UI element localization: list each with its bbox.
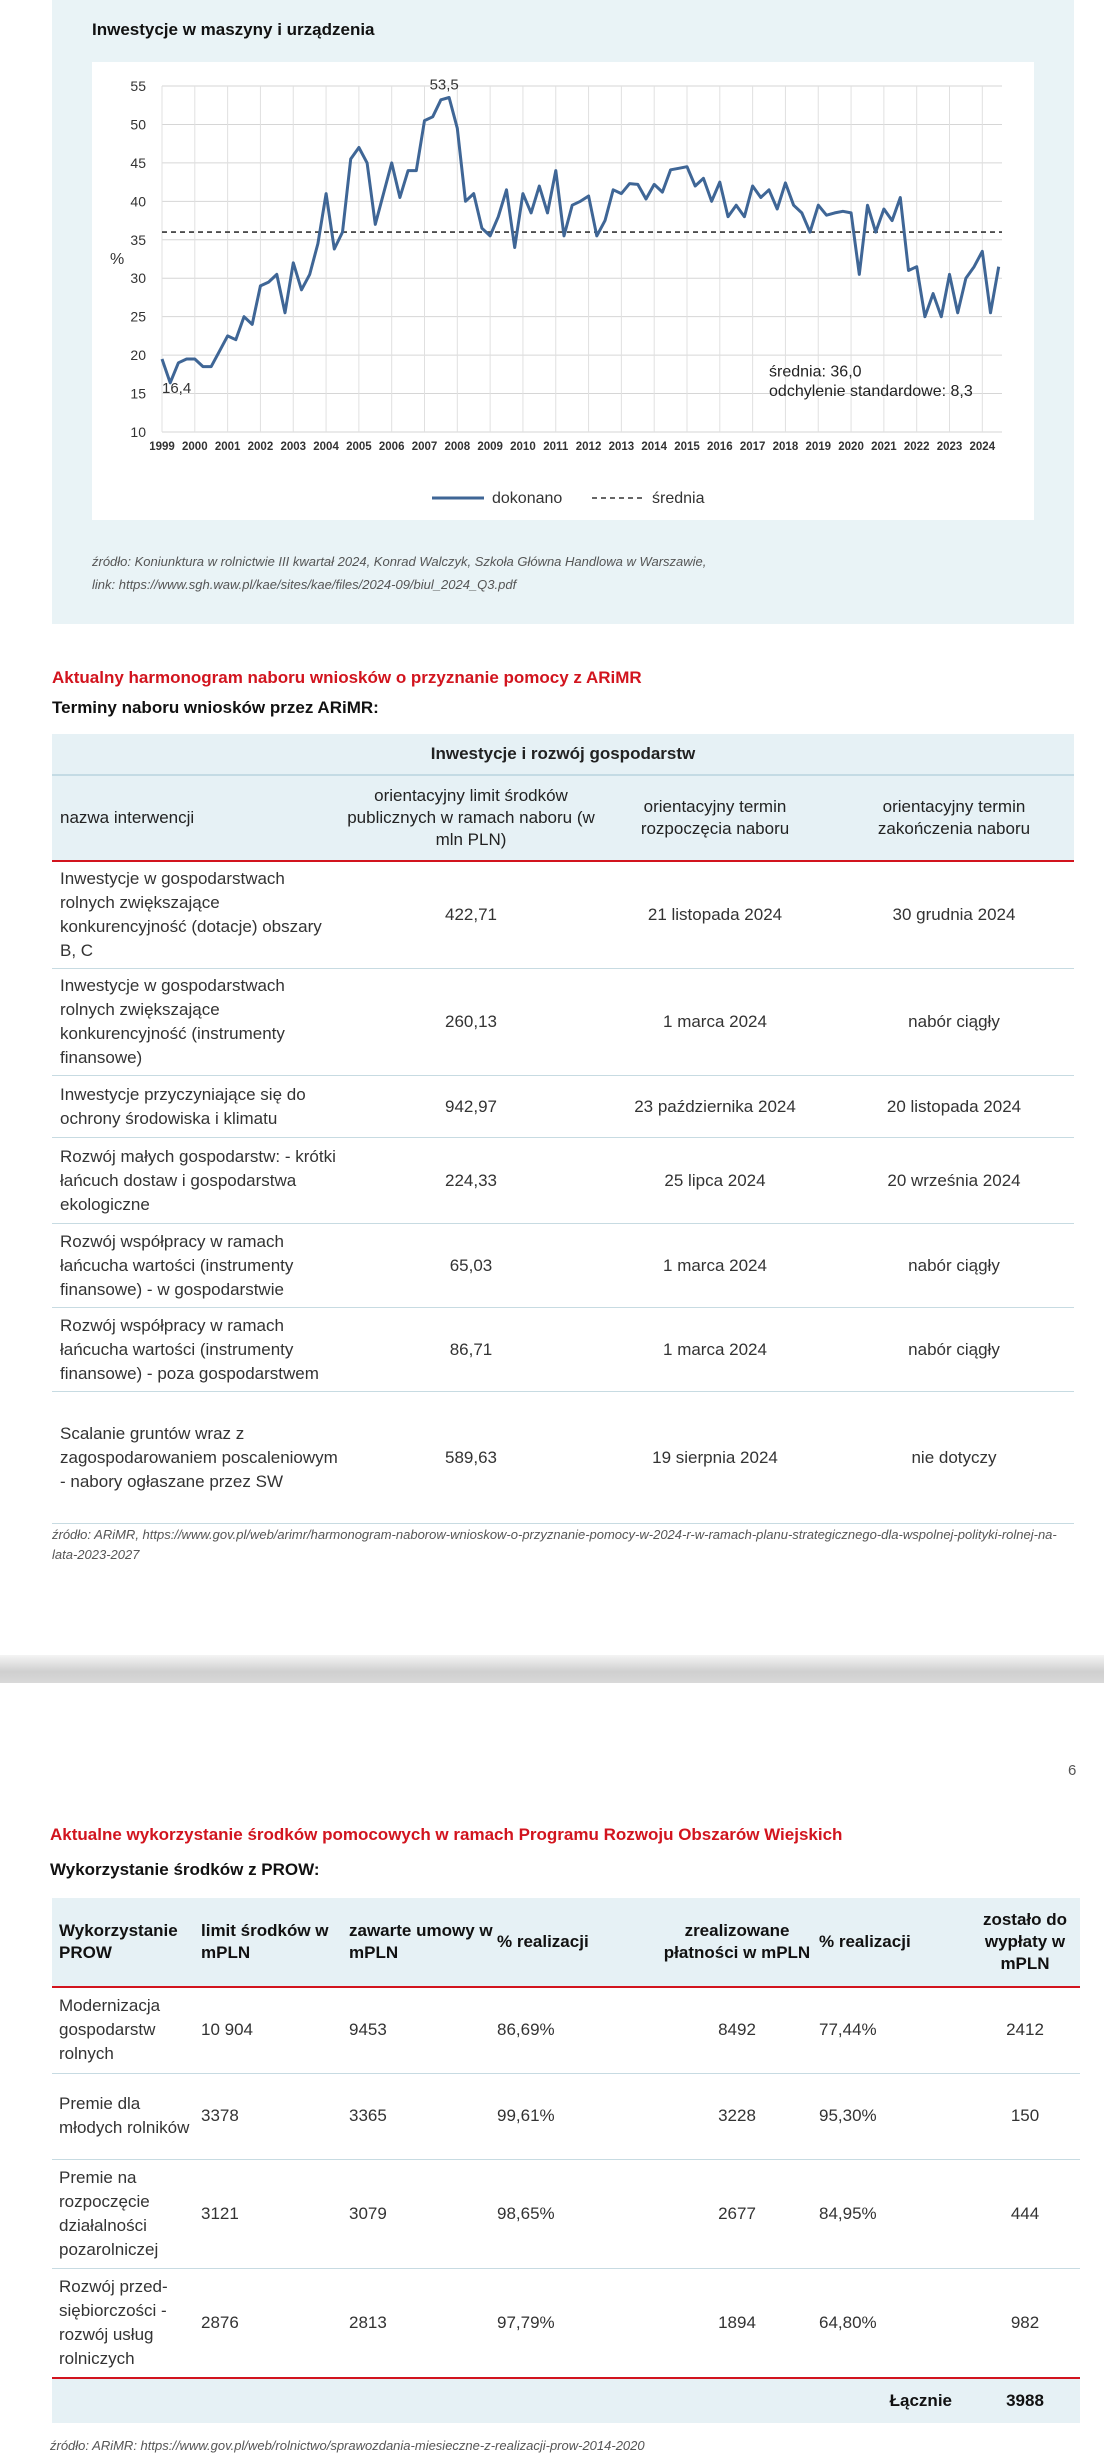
x-tick-label: 2002 xyxy=(247,441,274,453)
y-tick-label: 40 xyxy=(130,193,146,210)
section2-subheading: Wykorzystanie środków z PROW: xyxy=(50,1860,320,1879)
cell-pct2: 77,44% xyxy=(818,1987,970,2073)
cell-limit: 3378 xyxy=(200,2073,348,2159)
chart-source xyxy=(92,550,706,596)
interwencja-name: Inwestycje przyczyniające się do ochrony środowiska i klimatu xyxy=(52,1076,346,1138)
x-tick-label: 2003 xyxy=(280,441,307,453)
cell-limit: 2876 xyxy=(200,2268,348,2378)
limit-value: 422,71 xyxy=(346,861,596,969)
column-header: % realizacji xyxy=(496,1898,656,1987)
x-tick-label: 2020 xyxy=(838,441,864,453)
cell-contracts: 3365 xyxy=(348,2073,496,2159)
end-date: 20 listopada 2024 xyxy=(834,1076,1074,1138)
legend-label-srednia: średnia xyxy=(652,490,705,507)
cell-name: Premie na rozpoczęcie działalności pozarolniczej xyxy=(52,2159,200,2268)
chart-panel xyxy=(52,0,1074,624)
cell-contracts: 9453 xyxy=(348,1987,496,2073)
end-date: nabór ciągły xyxy=(834,969,1074,1076)
y-tick-label: 45 xyxy=(130,154,146,171)
end-date: nabór ciągły xyxy=(834,1224,1074,1308)
table-group-header: Inwestycje i rozwój gospodarstw xyxy=(52,734,1074,775)
interwencja-name: Inwestycje w gospodarstwach rolnych zwiększające konkurencyjność (dotacje) obszary B, C xyxy=(52,861,346,969)
x-tick-label: 2018 xyxy=(772,441,799,453)
table-row xyxy=(52,2268,1080,2378)
stddev-stat: odchylenie standardowe: 8,3 xyxy=(769,382,973,400)
cell-pct2: 64,80% xyxy=(818,2268,970,2378)
cell-limit: 10 904 xyxy=(200,1987,348,2073)
chart-source-line: link: https://www.sgh.waw.pl/kae/sites/kae/files/2024-09/biul_2024_Q3.pdf xyxy=(92,577,517,592)
x-tick-label: 2015 xyxy=(674,441,700,453)
min-annotation: 16,4 xyxy=(162,379,192,397)
column-header: orientacyjny limit środków publicznych w ramach naboru (w mln PLN) xyxy=(346,775,596,861)
cell-contracts: 2813 xyxy=(348,2268,496,2378)
end-date: nie dotyczy xyxy=(834,1392,1074,1524)
column-header: orientacyjny termin rozpoczęcia naboru xyxy=(596,775,834,861)
page-separator xyxy=(0,1655,1104,1683)
cell-payments: 2677 xyxy=(656,2159,818,2268)
interwencja-name: Rozwój małych gospodarstw: - krótki łańcuch dostaw i gospodarstwa ekologiczne xyxy=(52,1138,346,1224)
legend-label-dokonano: dokonano xyxy=(492,490,563,507)
x-tick-label: 2012 xyxy=(575,441,602,453)
total-row xyxy=(52,2378,1080,2423)
section1-heading: Aktualny harmonogram naboru wniosków o przyznanie pomocy z ARiMR xyxy=(52,668,642,687)
start-date: 1 marca 2024 xyxy=(596,1224,834,1308)
cell-pct1: 86,69% xyxy=(496,1987,656,2073)
limit-value: 942,97 xyxy=(346,1076,596,1138)
cell-pct2: 84,95% xyxy=(818,2159,970,2268)
y-tick-label: 30 xyxy=(130,270,146,287)
limit-value: 224,33 xyxy=(346,1138,596,1224)
line-chart xyxy=(92,62,1034,520)
section2-source: źródło: ARiMR: https://www.gov.pl/web/rolnictwo/sprawozdania-miesieczne-z-realizacji-prow-2014-2020 xyxy=(50,2438,645,2453)
limit-value: 65,03 xyxy=(346,1224,596,1308)
column-header: zostało do wypłaty w mPLN xyxy=(970,1898,1080,1987)
table-row xyxy=(52,969,1074,1076)
section2-heading: Aktualne wykorzystanie środków pomocowych w ramach Programu Rozwoju Obszarów Wiejskich xyxy=(50,1825,843,1844)
cell-left: 2412 xyxy=(970,1987,1080,2073)
cell-left: 444 xyxy=(970,2159,1080,2268)
interwencja-name: Rozwój współpracy w ramach łańcucha wartości (instrumenty finansowe) - w gospodarstwie xyxy=(52,1224,346,1308)
chart-title: Inwestycje w maszyny i urządzenia xyxy=(92,20,375,39)
total-value: 3988 xyxy=(970,2378,1080,2423)
column-header: nazwa interwencji xyxy=(52,775,346,861)
chart-source-line: źródło: Koniunktura w rolnictwie III kwartał 2024, Konrad Walczyk, Szkoła Główna Handlowa w Warszawie, xyxy=(92,554,707,569)
cell-left: 150 xyxy=(970,2073,1080,2159)
peak-annotation: 53,5 xyxy=(429,76,459,94)
x-tick-label: 2010 xyxy=(510,441,536,453)
x-tick-label: 2008 xyxy=(444,441,471,453)
cell-payments: 1894 xyxy=(656,2268,818,2378)
cell-left: 982 xyxy=(970,2268,1080,2378)
end-date: nabór ciągły xyxy=(834,1308,1074,1392)
x-tick-label: 2022 xyxy=(903,441,930,453)
x-tick-label: 2017 xyxy=(739,441,766,453)
prow-table-body xyxy=(52,1987,1080,2378)
cell-contracts: 3079 xyxy=(348,2159,496,2268)
page-number: 6 xyxy=(1068,1762,1077,1779)
column-header: zrealizowane płatności w mPLN xyxy=(656,1898,818,1987)
x-tick-label: 2014 xyxy=(641,441,667,453)
y-tick-label: 20 xyxy=(130,347,146,364)
x-tick-label: 2016 xyxy=(707,441,733,453)
column-header: % realizacji xyxy=(818,1898,970,1987)
interwencja-name: Rozwój współpracy w ramach łańcucha wartości (instrumenty finansowe) - poza gospodarstwem xyxy=(52,1308,346,1392)
start-date: 1 marca 2024 xyxy=(596,969,834,1076)
column-header: Wykorzystanie PROW xyxy=(52,1898,200,1987)
interwencja-name: Inwestycje w gospodarstwach rolnych zwiększające konkurencyjność (instrumenty finansowe) xyxy=(52,969,346,1076)
limit-value: 589,63 xyxy=(346,1392,596,1524)
y-tick-label: 15 xyxy=(130,385,146,402)
x-tick-label: 2009 xyxy=(477,441,503,453)
x-tick-label: 2013 xyxy=(608,441,635,453)
table-row xyxy=(52,1076,1074,1138)
x-tick-label: 1999 xyxy=(149,441,175,453)
table-row xyxy=(52,1392,1074,1524)
column-header: limit środków w mPLN xyxy=(200,1898,348,1987)
x-tick-label: 2019 xyxy=(805,441,832,453)
end-date: 30 grudnia 2024 xyxy=(834,861,1074,969)
cell-name: Modernizacja gospodarstw rolnych xyxy=(52,1987,200,2073)
limit-value: 260,13 xyxy=(346,969,596,1076)
limit-value: 86,71 xyxy=(346,1308,596,1392)
x-tick-label: 2023 xyxy=(936,441,963,453)
y-tick-label: 35 xyxy=(130,231,146,248)
start-date: 1 marca 2024 xyxy=(596,1308,834,1392)
cell-pct1: 98,65% xyxy=(496,2159,656,2268)
end-date: 20 września 2024 xyxy=(834,1138,1074,1224)
cell-pct1: 99,61% xyxy=(496,2073,656,2159)
chart-area xyxy=(92,62,1034,520)
table-row xyxy=(52,1224,1074,1308)
cell-name: Premie dla młodych rolników xyxy=(52,2073,200,2159)
cell-payments: 3228 xyxy=(656,2073,818,2159)
interwencja-name: Scalanie gruntów wraz z zagospodarowaniem poscaleniowym - nabory ogłaszane przez SW xyxy=(52,1392,346,1524)
section1-subheading: Terminy naboru wniosków przez ARiMR: xyxy=(52,698,379,717)
cell-pct2: 95,30% xyxy=(818,2073,970,2159)
cell-name: Rozwój przed-siębiorczości - rozwój usług rolniczych xyxy=(52,2268,200,2378)
y-tick-label: 10 xyxy=(130,424,146,440)
start-date: 21 listopada 2024 xyxy=(596,861,834,969)
start-date: 23 października 2024 xyxy=(596,1076,834,1138)
mean-stat: średnia: 36,0 xyxy=(769,363,862,381)
total-label: Łącznie xyxy=(818,2378,970,2423)
section1-source: źródło: ARiMR, https://www.gov.pl/web/arimr/harmonogram-naborow-wnioskow-o-przyznanie-pomocy-w-2024-r-w-ramach-planu-strategicznego-dla-wspolnej-polityki-rolnej-na-lata-2023-2027 xyxy=(52,1527,1057,1562)
x-tick-label: 2005 xyxy=(346,441,372,453)
column-header: zawarte umowy w mPLN xyxy=(348,1898,496,1987)
y-tick-label: 50 xyxy=(130,116,146,133)
x-tick-label: 2021 xyxy=(871,441,897,453)
schedule-table-body xyxy=(52,861,1074,1524)
start-date: 19 sierpnia 2024 xyxy=(596,1392,834,1524)
x-tick-label: 2024 xyxy=(969,441,996,453)
x-tick-label: 2011 xyxy=(543,441,569,453)
table-row xyxy=(52,1138,1074,1224)
y-tick-label: 55 xyxy=(130,78,146,94)
x-tick-label: 2006 xyxy=(378,441,405,453)
column-header: orientacyjny termin zakończenia naboru xyxy=(834,775,1074,861)
x-tick-label: 2000 xyxy=(182,441,208,453)
cell-payments: 8492 xyxy=(656,1987,818,2073)
table-row xyxy=(52,2159,1080,2268)
start-date: 25 lipca 2024 xyxy=(596,1138,834,1224)
schedule-table xyxy=(52,734,1074,1524)
y-tick-label: 25 xyxy=(130,308,146,325)
table-row xyxy=(52,2073,1080,2159)
table-row xyxy=(52,861,1074,969)
cell-pct1: 97,79% xyxy=(496,2268,656,2378)
x-tick-label: 2004 xyxy=(313,441,339,453)
prow-table xyxy=(52,1898,1080,2423)
cell-limit: 3121 xyxy=(200,2159,348,2268)
table-row xyxy=(52,1308,1074,1392)
y-axis-label: % xyxy=(110,251,125,268)
x-tick-label: 2001 xyxy=(214,441,241,453)
table-row xyxy=(52,1987,1080,2073)
x-tick-label: 2007 xyxy=(411,441,438,453)
